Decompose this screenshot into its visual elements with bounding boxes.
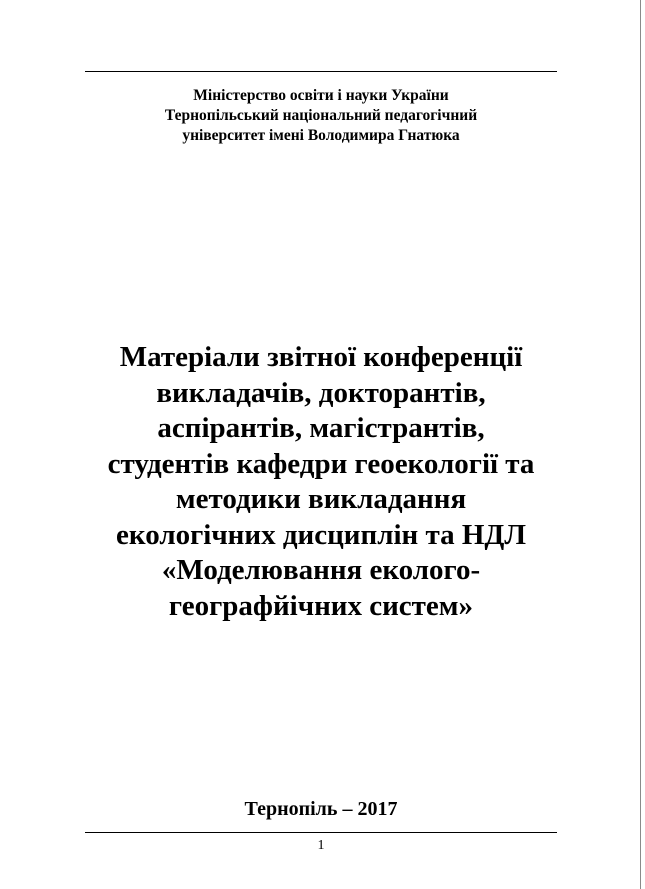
university-line-2: університет імені Володимира Гнатюка xyxy=(182,127,460,144)
city-year: Тернопіль – 2017 xyxy=(244,798,398,820)
title-line-6: екологічних дисциплін та НДЛ xyxy=(116,518,526,551)
university-line-1: Тернопільський національний педагогічний xyxy=(164,107,478,124)
title-line-7: «Моделювання еколого- xyxy=(161,554,481,586)
title-line-5: методики викладання xyxy=(175,483,467,515)
title-line-3: аспірантів, магістрантів, xyxy=(157,412,485,444)
institution-header xyxy=(85,86,557,146)
title-line-2: викладачів, докторантів, xyxy=(156,376,486,409)
bottom-rule xyxy=(85,832,557,833)
ministry-line: Міністерство освіти і науки України xyxy=(193,87,449,104)
page-number: 1 xyxy=(317,838,325,853)
title-line-8: географйічних систем» xyxy=(168,589,474,622)
document-title xyxy=(60,340,582,624)
title-line-1: Матеріали звітної конференції xyxy=(119,341,523,373)
top-rule xyxy=(85,71,557,72)
title-line-4: студентів кафедри геоекології та xyxy=(107,447,535,480)
